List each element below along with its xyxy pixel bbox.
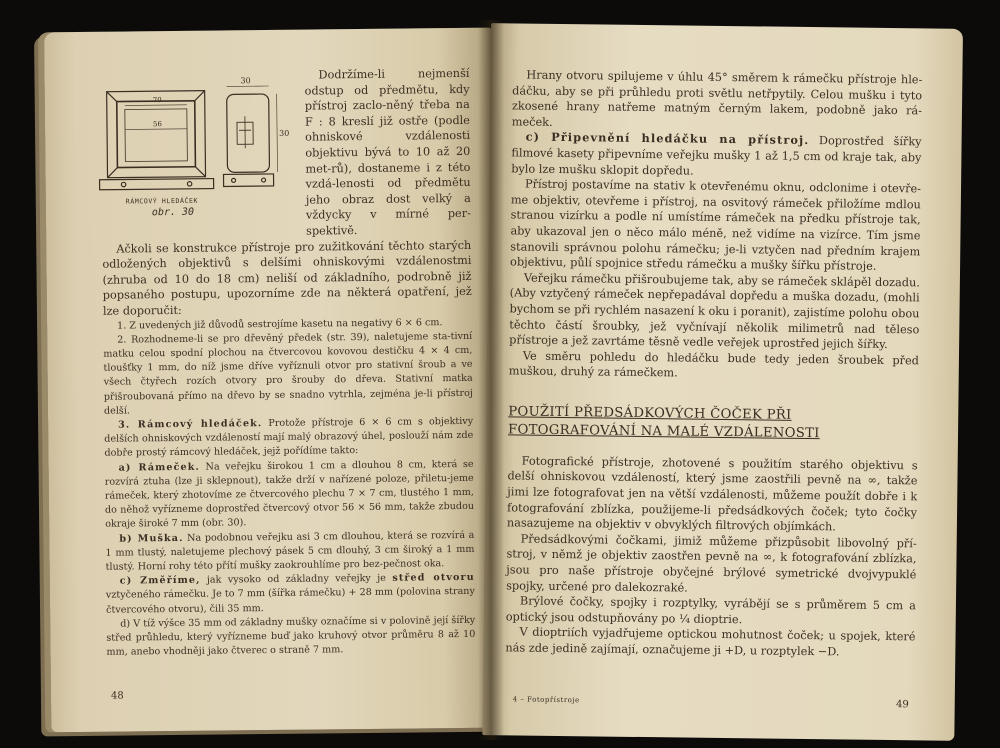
list-item: d) V tíž výšce 35 mm od základny mušky označíme si v polovině její šířky střed průhledu, který vyřízneme buď jako kruhový otvor průměru 8 až 10 mm, anebo vhodněji jako čtverec o straně 7 mm. [106,614,476,658]
item-heading: c) Změříme, [119,574,201,587]
paragraph: Předsádkovými čočkami, jimiž můžeme přizpůsobit libovolný pří-stroj, v němž je objektiv zaostřen pevně na ∞, k fotografování zblízka, jsou pro naše přístroje obyčejné brýlové symetrické dvojvypuklé spojky, určené pro dalekozraké. [506,532,917,595]
paragraph: Ačkoli se konstrukce přístroje pro zužitkování těchto starých odložených objektivů s delšími ohniskovými vzdálenostmi (zhruba od 10 do 18 cm) neliší od základního, podrobně již popsaného postupu, upozorníme zde na některá opatření, jež lze doporučit: [102,238,472,318]
page-number: 48 [110,690,124,702]
signature-mark: 4 – Fotopřístroje [512,695,580,705]
list-item: a) Rámeček. Na veřejku širokou 1 cm a dlouhou 8 cm, která se rozvírá ztuha (lze ji sklepnout), takže drží v nařízené poloze, přiletu-jeme rámeček, který zhotovíme ze čtvercového plechu 7 × 7 cm, tlustého 1 mm, do něhož vyřízneme doprostřed čtvercový otvor 56 × 56 mm, takže zbudou okraje široké 7 mm (obr. 30). [104,458,475,531]
item-heading: b) Muška. [119,532,184,545]
paragraph: c) Připevnění hledáčku na přístroj. Doprostřed šířky filmové kasety připevníme veřejku mušky 1 až 1,5 cm od kraje tak, aby bylo lze mušku sklopit dopředu. [511,129,922,178]
section-heading: POUŽITÍ PŘEDSÁDKOVÝCH ČOČEK PŘI FOTOGRAFOVÁNÍ NA MALÉ VZDÁLENOSTI [507,404,820,442]
item-heading: 3. Rámcový hledáček. [118,417,263,431]
item-heading: a) Rámeček. [118,461,200,474]
page-number: 49 [895,699,909,711]
fig-dimension-inner: 70 [152,96,162,105]
fig-dimension-lower: 56 [152,120,162,129]
list-item: 3. Rámcový hledáček. Protože přístroje 6 × 6 cm s objektivy delších ohniskových vzdáleností mají malý obrazový úhel, poslouží nám zde dobře prostý rámcový hledáček, jejž pořídíme takto: [104,415,474,460]
book-gutter [478,20,504,740]
item-heading: c) Připevnění hledáčku na přístroj. [525,129,810,148]
rangefinder-drawing [94,68,296,240]
list-item: b) Muška. Na podobnou veřejku asi 3 cm dlouhou, která se rozvírá a 1 mm tlustý, naletujeme plechový pásek 5 cm dlouhý, 3 cm široký a 1 mm tlustý. Horní rohy této přítí mušky zaokrouhlíme pro bez-pečnost oka. [105,529,475,573]
paragraph: V dioptriích vyjadřujeme optickou mohutnost čoček; u spojek, které nás zde jedině zajímají, označujeme ji +D, u rozptylek −D. [505,625,916,659]
figure-30 [94,68,296,240]
paragraph: Přístroj postavíme na stativ k otevřenému oknu, odclonime i otevře-me objektiv, otevřeme i přístroj, na osvitový rámeček přiložíme mdlou stranou vizírku a podle ní umístíme rámeček na předku přístroje tak, aby ukazoval jen o něco málo méně, než vidíme na vizírce. Tím jsme stanovili správnou polohu rámečku; je-li vztyčen nad předním krajem objektivu, půlí spojnice středu rámečku a mušky šířku přístroje. [510,177,922,273]
left-page [44,28,498,733]
paragraph: Brýlové čočky, spojky i rozptylky, vyrábějí se s průměrem 5 cm a optický jsou odstupňovány po ¼ dioptrie. [505,594,917,627]
figure-caption: obr. 30 [151,206,195,219]
right-page [482,23,963,741]
fig-dimension-top: 30 [240,76,251,86]
list-item: 2. Rozhodneme-li se pro dřevěný předek (str. 39), naletujeme sta-tivní matku celou spodní plochou na čtvercovou kovovou destičku 4 × 4 cm, tloušťky 1 mm, do níž jsme dříve vyříznuli otvor pro stativní šroub a ve všech čtyřech rozích otvory pro šrouby do dřeva. Stativní matka přišroubovaná přímo na dřevo by se snadno vytrhla, zejména je-li přístroj delší. [103,330,473,417]
paragraph: Fotografické přístroje, zhotovené s použitím starého objektivu s delší ohniskovou vzdáleností, který jsme zaostřili pevně na ∞, takže jimi lze fotografovat jen na větší vzdálenosti, můžeme použít dobře i k fotografování zblízka, použijeme-li předsádkových čoček; tyto čočky nasazujeme na objektiv v obvyklých filtrových objímkách. [506,454,918,534]
figure-label: RÁMCOVÝ HLEDÁČEK [125,196,199,206]
paragraph: Hrany otvoru spilujeme v úhlu 45° směrem k rámečku přístroje hle-dáčku, aby se při průhledu proti světlu netřpytily. Celou mušku i tyto zkosené hrany natřeme matným černým lakem, podobně jako rá-meček. [511,68,923,129]
paragraph: Dodržíme-li nejmenší odstup od předmětu, kdy přístroj zaclo-něný třeba na F : 8 kreslí již ostře (podle ohniskové vzdálenosti objektivu bývá to 10 až 20 met-rů), dostaneme i z této vzdá-lenosti od předmětu jeho obraz dost velký a vždycky v mírné per-spektivě. [304,66,472,238]
fig-dimension-side: 30 [279,128,290,138]
paragraph: Ve směru pohledu do hledáčku bude tedy jeden šroubek před muškou, druhý za rámečkem. [508,349,920,380]
paragraph: Veřejku rámečku přišroubujeme tak, aby se rámeček sklápěl dozadu. (Aby vztyčený rámeček nepřepadával dopředu a muška dozadu, (mohli bychom se při rychlém nasazení k oku i poranit), zajistíme polohu obou těchto částí šroubky, jež vyčnívají několik milimetrů nad těleso přístroje a jež zavrtáme těsně vedle veřejek uprostřed jejich šířky. [509,271,920,352]
list-item: c) Změříme, jak vysoko od základny veřejky je střed otvoru vztyčeného rámečku. Je to 7 mm (šířka rámečku) + 28 mm (polovina strany čtvercového otvoru), čili 35 mm. [105,572,475,616]
list-item: 1. Z uvedených již důvodů sestrojíme kasetu na negativy 6 × 6 cm. [117,316,443,332]
